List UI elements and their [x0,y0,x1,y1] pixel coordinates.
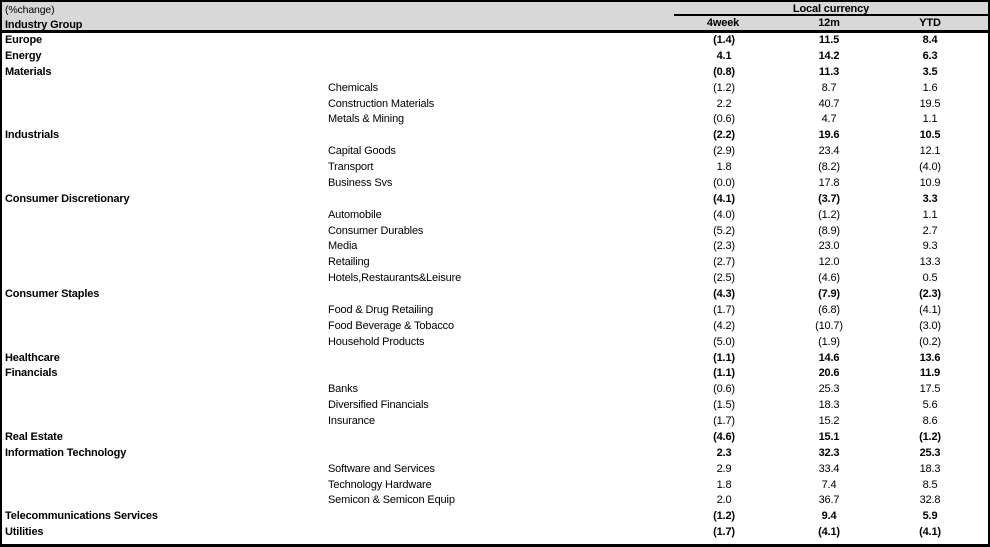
value-ytd: 6.3 [922,49,938,62]
table-row [2,192,988,208]
table-row [2,208,988,224]
value-ytd: 11.9 [919,367,941,380]
value-4week: (5.0) [713,335,735,348]
sub-industry-label: Semicon & Semicon Equip [328,494,455,507]
value-12m: 11.5 [818,34,840,46]
value-12m: 36.7 [818,494,840,507]
sub-industry-label: Construction Materials [328,97,435,110]
value-4week: (2.7) [713,256,735,269]
value-4week: (4.6) [713,430,735,443]
value-ytd: 3.5 [922,65,938,78]
value-ytd: 5.9 [922,510,938,523]
table-row [2,271,988,287]
table-row [2,49,988,65]
value-12m: 18.3 [818,399,840,412]
value-4week: 1.8 [716,478,732,491]
value-ytd: 5.6 [922,399,938,412]
table-row [2,224,988,240]
table-row [2,81,988,97]
value-ytd: 2.7 [922,224,938,237]
table-row [2,414,988,430]
value-ytd: (3.0) [919,319,941,332]
value-4week: 1.8 [716,161,732,173]
value-12m: 15.1 [818,430,840,443]
table-row [2,33,988,49]
table-row [2,335,988,351]
header-right [660,2,988,33]
table-row [2,509,988,525]
value-12m: 17.8 [818,176,840,189]
value-ytd: 18.3 [919,462,941,475]
table-row [2,160,988,176]
sub-industry-label: Consumer Durables [328,224,424,237]
value-12m: (4.6) [818,272,840,285]
value-12m: (1.2) [818,208,840,221]
table-row [2,144,988,160]
value-ytd: (2.3) [919,288,941,300]
value-ytd: 0.5 [922,272,938,285]
value-4week: 2.2 [716,97,732,110]
value-4week: (1.5) [713,399,735,412]
value-ytd: 1.1 [922,113,938,126]
value-12m: 15.2 [818,415,840,427]
percent-change-label: (%change) [5,4,55,16]
value-12m: 14.6 [818,351,840,364]
value-4week: (5.2) [713,224,735,237]
value-12m: 9.4 [821,510,837,523]
value-12m: 32.3 [818,446,840,459]
value-4week: (0.8) [713,65,735,78]
value-4week: (1.7) [713,303,735,316]
value-4week: 2.0 [716,494,732,507]
column-header-4week: 4week [706,17,740,29]
industry-group-label: Utilities [5,526,44,539]
value-12m: 25.3 [818,383,840,396]
table-row [2,112,988,128]
value-12m: 11.3 [818,65,840,78]
sub-industry-label: Software and Services [328,462,435,475]
value-ytd: 8.5 [922,478,938,491]
value-4week: (4.2) [713,319,735,332]
value-4week: (1.4) [713,34,735,46]
value-4week: (0.6) [713,383,735,396]
sub-industry-label: Capital Goods [328,145,396,158]
value-12m: 23.0 [818,240,840,253]
sub-industry-label: Transport [328,161,374,173]
sub-industry-label: Food Beverage & Tobacco [328,319,454,332]
value-12m: 23.4 [818,145,840,158]
value-4week: (1.1) [713,367,735,380]
value-ytd: 19.5 [919,97,941,110]
table-row [2,478,988,494]
sub-industry-label: Chemicals [328,81,378,94]
table-row [2,303,988,319]
value-12m: 14.2 [818,49,840,62]
value-12m: (1.9) [818,335,840,348]
value-ytd: 25.3 [919,446,941,459]
industry-group-label: Financials [5,367,58,380]
value-4week: (0.0) [713,176,735,189]
table-row [2,351,988,367]
value-4week: (1.2) [713,81,735,94]
table-row [2,97,988,113]
table-row [2,462,988,478]
value-4week: (1.7) [713,415,735,427]
sub-industry-label: Technology Hardware [328,478,432,491]
value-12m: (8.9) [818,224,840,237]
table-row [2,366,988,382]
value-12m: (3.7) [818,192,840,205]
value-ytd: (4.1) [919,526,941,539]
column-header-12m: 12m [818,17,840,29]
industry-group-column-header: Industry Group [5,19,83,31]
value-ytd: 12.1 [919,145,941,158]
table-row [2,255,988,271]
sub-industry-label: Media [328,240,358,253]
value-12m: 20.6 [818,367,840,380]
value-4week: 2.3 [716,446,732,459]
sub-industry-label: Automobile [328,208,382,221]
value-12m: (7.9) [818,288,840,300]
value-4week: 2.9 [716,462,732,475]
value-ytd: 17.5 [919,383,941,396]
value-12m: (10.7) [815,319,843,332]
industry-group-label: Industrials [5,129,59,142]
table-row [2,446,988,462]
value-4week: (2.2) [713,129,735,142]
sub-industry-label: Diversified Financials [328,399,429,412]
sub-industry-label: Hotels,Restaurants&Leisure [328,272,462,285]
value-4week: (2.9) [713,145,735,158]
value-ytd: 1.1 [922,208,938,221]
value-4week: (0.6) [713,113,735,126]
table-row [2,287,988,303]
value-12m: 7.4 [821,478,837,491]
local-currency-group-header: Local currency [674,2,988,16]
value-4week: (1.7) [713,526,735,539]
value-12m: 40.7 [818,97,840,110]
industry-group-label: Information Technology [5,446,127,459]
industry-group-label: Consumer Discretionary [5,192,130,205]
value-12m: (6.8) [818,303,840,316]
column-header-ytd: YTD [919,17,941,29]
value-12m: 12.0 [818,256,840,269]
industry-group-label: Energy [5,49,42,62]
industry-group-label: Real Estate [5,430,63,443]
column-headers-row [660,16,988,31]
table-row [2,128,988,144]
sub-industry-label: Business Svs [328,176,393,189]
industry-group-label: Telecommunications Services [5,510,158,523]
table-row [2,525,988,541]
value-4week: (4.1) [713,192,735,205]
table-row [2,398,988,414]
value-12m: (8.2) [818,161,840,173]
value-4week: (1.2) [713,510,735,523]
table-body [2,33,988,541]
industry-group-label: Materials [5,65,52,78]
value-ytd: (4.0) [919,161,941,173]
value-ytd: 13.6 [919,351,941,364]
value-4week: (4.0) [713,208,735,221]
value-ytd: (4.1) [919,303,941,316]
sub-industry-label: Banks [328,383,358,396]
value-ytd: (0.2) [919,335,941,348]
value-ytd: 3.3 [922,192,938,205]
value-12m: 33.4 [818,462,840,475]
table-row [2,176,988,192]
value-ytd: 8.6 [922,415,938,427]
table-row [2,493,988,509]
sub-industry-label: Retailing [328,256,370,269]
value-ytd: 13.3 [919,256,941,269]
industry-group-label: Europe [5,34,42,46]
value-4week: (4.3) [713,288,735,300]
value-4week: (1.1) [713,351,735,364]
value-ytd: 1.6 [922,81,938,94]
industry-group-label: Consumer Staples [5,288,100,300]
table-row [2,430,988,446]
value-4week: 4.1 [716,49,732,62]
value-ytd: (1.2) [919,430,941,443]
sub-industry-label: Food & Drug Retailing [328,303,434,316]
sub-industry-label: Insurance [328,415,375,427]
value-12m: 19.6 [818,129,840,142]
value-12m: 4.7 [821,113,837,126]
table-row [2,65,988,81]
header-left [5,3,82,33]
table-header [2,2,988,33]
value-ytd: 8.4 [922,34,938,46]
value-ytd: 10.9 [919,176,941,189]
table-row [2,382,988,398]
value-ytd: 10.5 [919,129,941,142]
value-4week: (2.3) [713,240,735,253]
value-12m: 8.7 [821,81,837,94]
industry-group-label: Healthcare [5,351,60,364]
value-4week: (2.5) [713,272,735,285]
value-ytd: 32.8 [919,494,941,507]
sub-industry-label: Metals & Mining [328,113,405,126]
sub-industry-label: Household Products [328,335,425,348]
table-row [2,319,988,335]
table-row [2,239,988,255]
value-12m: (4.1) [818,526,840,539]
value-ytd: 9.3 [922,240,938,253]
